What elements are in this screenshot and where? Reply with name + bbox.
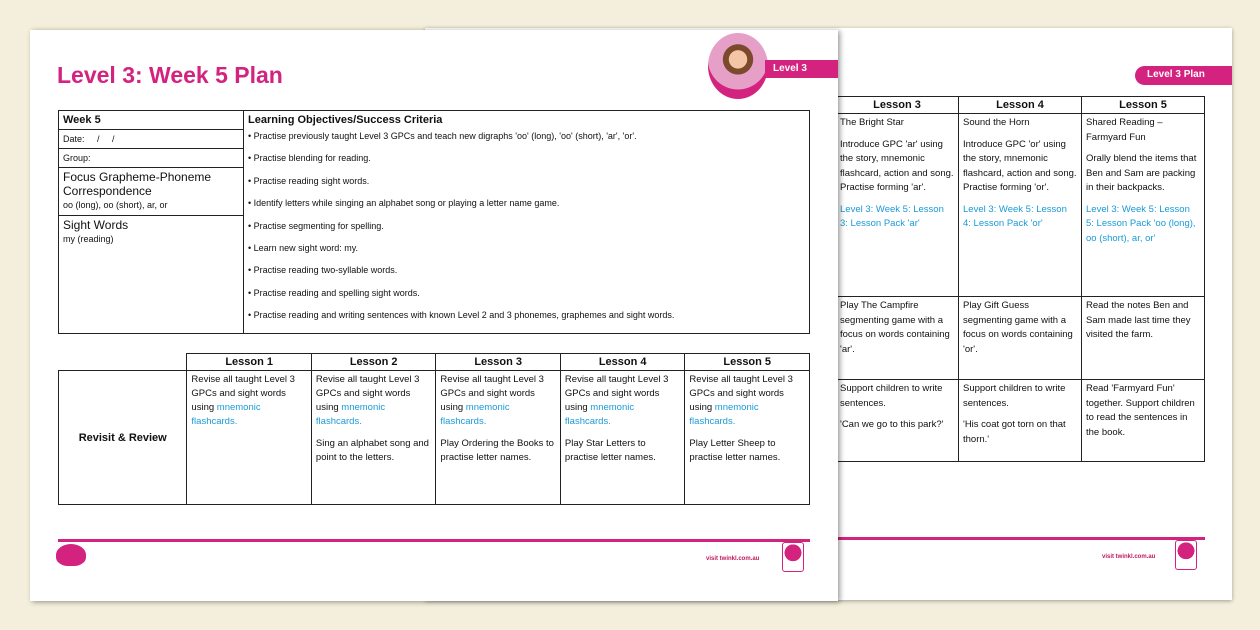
front-page — [30, 30, 838, 601]
lesson-text: Support children to write sentences. — [840, 383, 943, 409]
lesson-pack-link[interactable]: Level 3: Week 5: Lesson 4: Lesson Pack 'or' — [963, 203, 1067, 229]
lesson-text: Orally blend the items that Ben and Sam are packing in their backpacks. — [1086, 153, 1197, 193]
lesson-pack-link[interactable]: Level 3: Week 5: Lesson 3: Lesson Pack 'ar' — [840, 203, 944, 229]
lesson-cell: Play Gift Guess segmenting game with a focus on words containing 'or'. — [959, 297, 1082, 380]
revise-text: Revise all taught Level 3 GPCs and sight words using — [191, 374, 295, 413]
footer-url: visit twinkl.com.au — [706, 556, 760, 562]
lesson-title: Shared Reading – Farmyard Fun — [1086, 117, 1163, 143]
lesson-cell: Read the notes Ben and Sam made last time they visited the farm. — [1082, 297, 1205, 380]
revisit-review-label: Revisit & Review — [59, 371, 187, 505]
lesson-cell — [560, 371, 685, 505]
flashcards-link[interactable]: mnemonic flashcards. — [564, 402, 635, 427]
lesson-cell — [836, 380, 959, 462]
lesson-activity: Play Ordering the Books to practise letter names. — [440, 438, 554, 463]
lesson-text: Read 'Farmyard Fun' together. Support children to read the sentences in the book. — [1086, 383, 1195, 438]
objective-item: • Practise reading two-syllable words. — [248, 263, 805, 277]
level-plan-badge: Level 3 Plan — [1135, 66, 1232, 85]
characters-illustration-icon — [708, 33, 768, 99]
revise-text: Revise all taught Level 3 GPCs and sight words using — [689, 374, 793, 413]
objectives-cell — [244, 111, 810, 334]
header-lesson-1: Lesson 1 — [187, 354, 312, 371]
lesson-quote: 'His coat got torn on that thorn.' — [963, 419, 1066, 445]
objective-item: • Practise segmenting for spelling. — [248, 219, 805, 233]
lesson-cell — [836, 114, 959, 297]
header-lesson-5: Lesson 5 — [1082, 97, 1205, 114]
lesson-title: Sound the Horn — [963, 117, 1030, 128]
lesson-title: The Bright Star — [840, 117, 904, 128]
focus-heading: Focus Grapheme-Phoneme Correspondence — [63, 170, 212, 199]
lesson-cell — [311, 371, 436, 505]
lesson-quote: 'Can we go to this park?' — [840, 419, 944, 430]
lesson-cell — [1082, 114, 1205, 297]
objectives-list — [248, 129, 805, 322]
header-lesson-4: Lesson 4 — [560, 354, 685, 371]
lesson-text: Introduce GPC 'ar' using the story, mnemonic flashcard, action and song. Practise forming 'ar'. — [840, 138, 954, 193]
objective-item: • Practise blending for reading. — [248, 151, 805, 165]
page-title: Level 3: Week 5 Plan — [57, 62, 283, 88]
header-lesson-4: Lesson 4 — [959, 97, 1082, 114]
flashcards-link[interactable]: mnemonic flashcards. — [689, 402, 759, 427]
objective-item: • Practise reading and writing sentences with known Level 2 and 3 phonemes, graphemes and sight words. — [248, 308, 805, 322]
objectives-table — [58, 110, 810, 334]
flashcards-link[interactable]: mnemonic flashcards. — [315, 402, 386, 427]
lesson-cell — [187, 371, 312, 505]
header-lesson-5: Lesson 5 — [685, 354, 810, 371]
lesson-activity: Sing an alphabet song and point to the letters. — [315, 438, 429, 463]
sight-words-heading: Sight Words — [63, 217, 129, 232]
header-lesson-2: Lesson 2 — [311, 354, 436, 371]
sight-words-cell — [59, 215, 244, 333]
group-field[interactable]: Group: — [59, 149, 244, 168]
lesson-cell — [685, 371, 810, 505]
revise-text: Revise all taught Level 3 GPCs and sight words using — [564, 374, 669, 413]
lesson-text: Support children to write sentences. — [963, 383, 1066, 409]
twinkl-logo-icon — [1175, 540, 1197, 570]
sight-words-value: my (reading) — [63, 233, 114, 244]
objectives-heading: Learning Objectives/Success Criteria — [248, 114, 443, 126]
focus-gpc-cell — [59, 168, 244, 215]
lesson-cell — [959, 380, 1082, 462]
objective-item: • Learn new sight word: my. — [248, 241, 805, 255]
twinkl-logo-icon — [782, 542, 804, 572]
lessons-table-back — [835, 96, 1205, 462]
lesson-activity: Play Letter Sheep to practise letter names. — [689, 438, 781, 463]
lesson-cell — [959, 114, 1082, 297]
flashcards-link[interactable]: mnemonic flashcards. — [440, 402, 510, 427]
revisit-review-table — [58, 353, 810, 505]
header-lesson-3: Lesson 3 — [436, 354, 561, 371]
blank-header — [59, 354, 187, 371]
header-lesson-3: Lesson 3 — [836, 97, 959, 114]
footer-divider — [835, 537, 1205, 540]
focus-value: oo (long), oo (short), ar, or — [63, 200, 168, 211]
lesson-pack-link[interactable]: Level 3: Week 5: Lesson 5: Lesson Pack 'oo (long), oo (short), ar, or' — [1086, 203, 1196, 244]
week-label: Week 5 — [59, 111, 244, 130]
footer-url: visit twinkl.com.au — [1102, 554, 1156, 560]
objective-item: • Practise reading and spelling sight words. — [248, 286, 805, 300]
lesson-cell: Play The Campfire segmenting game with a focus on words containing 'ar'. — [836, 297, 959, 380]
lesson-activity: Play Star Letters to practise letter names. — [564, 438, 656, 463]
revise-text: Revise all taught Level 3 GPCs and sight words using — [440, 374, 544, 413]
lesson-cell — [436, 371, 561, 505]
objective-item: • Practise previously taught Level 3 GPCs and teach new digraphs 'oo' (long), 'oo' (short), 'ar', 'or'. — [248, 129, 805, 143]
objective-item: • Practise reading sight words. — [248, 174, 805, 188]
level-badge: Level 3 — [765, 60, 838, 78]
objective-item: • Identify letters while singing an alphabet song or playing a letter name game. — [248, 196, 805, 210]
revise-text: Revise all taught Level 3 GPCs and sight words using — [315, 374, 420, 413]
date-field[interactable]: Date: / / — [59, 130, 244, 149]
flashcards-link[interactable]: mnemonic flashcards. — [191, 402, 261, 427]
footer-divider — [58, 539, 810, 542]
lesson-text: Introduce GPC 'or' using the story, mnemonic flashcard, action and song. Practise forming 'or'. — [963, 138, 1077, 193]
lesson-cell — [1082, 380, 1205, 462]
twinkl-phonics-logo-icon — [56, 544, 86, 566]
